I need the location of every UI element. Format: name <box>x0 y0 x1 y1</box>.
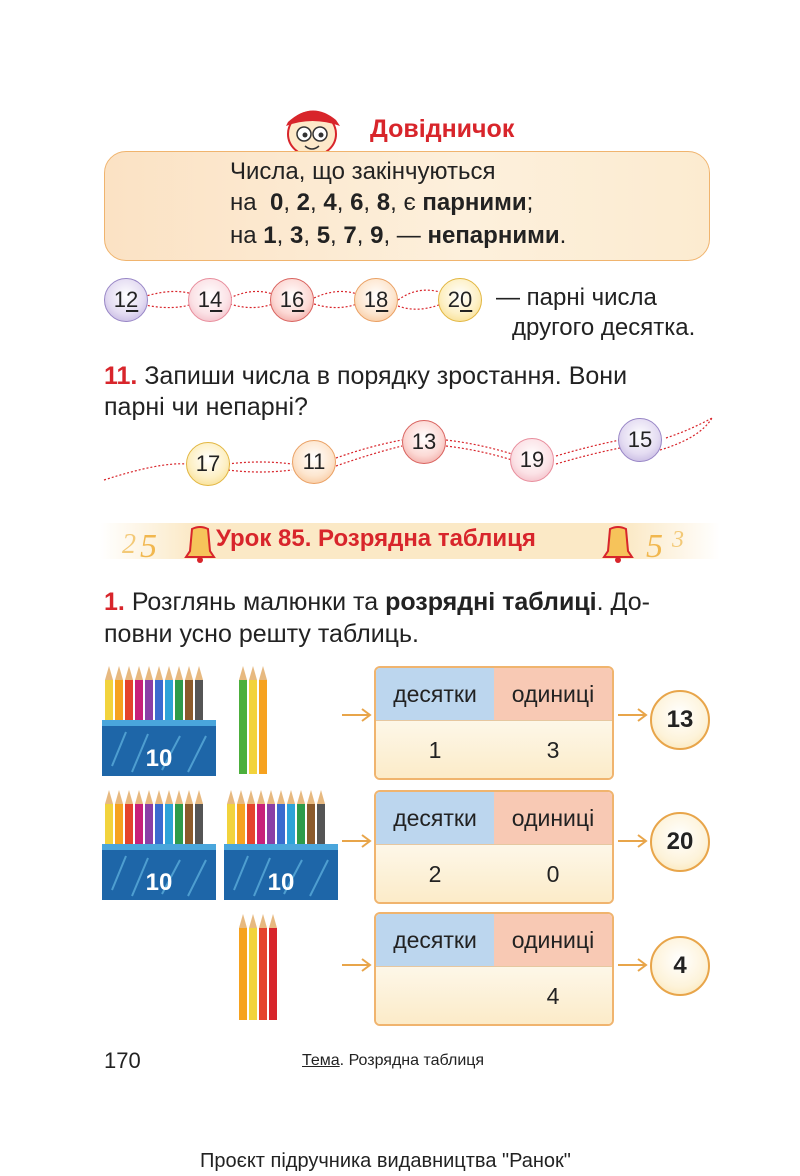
task-text: Розглянь малюнки та <box>131 588 379 616</box>
ones-digit: 4 <box>210 287 223 312</box>
tens-cell <box>376 966 495 1025</box>
task-text: . До- <box>596 588 650 616</box>
rule-end: . <box>559 222 567 249</box>
task11-number-circle: 15 <box>618 418 662 462</box>
even-number-circle <box>188 278 232 322</box>
task-11-text: парні чи непарні? <box>104 393 308 421</box>
task11-number-circle: 19 <box>510 438 554 482</box>
even-caption: другого десятка. <box>512 314 696 341</box>
lesson-title: Урок 85. Розрядна таблиця <box>216 525 536 552</box>
tens-cell: 1 <box>376 720 495 779</box>
ones-cell: 0 <box>494 844 612 903</box>
ones-digit: 0 <box>460 287 473 312</box>
result-circle: 13 <box>650 690 710 750</box>
task-text: Запиши числа в порядку зростання. Вони <box>144 362 628 390</box>
publisher-note: Проєкт підручника видавництва "Ранок" <box>200 1150 571 1172</box>
arrow-right-icon <box>614 950 654 980</box>
tens-digit: 2 <box>447 287 460 312</box>
arrow-right-icon <box>338 826 378 856</box>
task11-number-circle: 13 <box>402 420 446 464</box>
box-label: 10 <box>145 869 173 896</box>
ones-digit: 2 <box>126 287 139 312</box>
even-number-circle <box>270 278 314 322</box>
rule-line-2: на 0, 2, 4, 6, 8, є парними; <box>230 189 534 216</box>
topic-line <box>302 1052 484 1070</box>
rule-digit: 5 <box>316 222 331 249</box>
page-number: 170 <box>104 1048 141 1073</box>
box-label: 10 <box>145 745 173 772</box>
ones-digit: 6 <box>292 287 305 312</box>
ones-cell: 3 <box>494 720 612 779</box>
ones-header: одиниці <box>494 668 612 720</box>
rule-digit: 7 <box>343 222 357 249</box>
svg-text:2: 2 <box>122 529 136 560</box>
single-pencils <box>236 664 272 778</box>
rule-line-1: Числа, що закінчуються <box>230 158 496 185</box>
rule-end: ; <box>526 189 534 216</box>
arrow-right-icon <box>614 826 654 856</box>
rule-digit: 3 <box>289 222 304 249</box>
svg-text:5: 5 <box>646 528 663 565</box>
rule-digit: 8 <box>376 189 391 216</box>
rule-digit: 1 <box>263 222 277 249</box>
tens-header: десятки <box>376 792 495 844</box>
arrow-right-icon <box>614 700 654 730</box>
svg-text:5: 5 <box>140 528 157 565</box>
ones-cell: 4 <box>494 966 612 1025</box>
task-11-text <box>104 362 627 391</box>
rule-digit: 4 <box>323 189 337 216</box>
even-number-circle <box>104 278 148 322</box>
task-1-text <box>104 588 650 617</box>
pencil-box-10 <box>102 788 218 902</box>
rule-digit: 0 <box>269 189 284 216</box>
rule-mid: , є <box>390 189 416 216</box>
tens-header: десятки <box>376 668 495 720</box>
topic-label: Тема <box>302 1052 340 1069</box>
tens-digit: 1 <box>279 287 292 312</box>
box-label: 10 <box>267 869 295 896</box>
ones-header: одиниці <box>494 914 612 966</box>
arrow-right-icon <box>338 950 378 980</box>
topic-text: . Розрядна таблиця <box>339 1052 485 1069</box>
tens-digit: 1 <box>197 287 210 312</box>
place-value-table <box>374 666 614 780</box>
even-number-circle <box>438 278 482 322</box>
place-value-table <box>374 790 614 904</box>
rule-prefix: на <box>230 222 257 249</box>
place-value-table <box>374 912 614 1026</box>
rule-digit: 2 <box>296 189 311 216</box>
arrow-right-icon <box>338 700 378 730</box>
rule-odd-word: непарними <box>427 222 560 249</box>
pencil-box-10 <box>102 664 218 778</box>
single-pencils <box>236 912 282 1022</box>
tens-cell: 2 <box>376 844 495 903</box>
reference-title: Довідничок <box>370 115 515 143</box>
task-number: 11. <box>104 362 138 390</box>
result-circle: 20 <box>650 812 710 872</box>
task-number: 1. <box>104 588 125 616</box>
tens-digit: 1 <box>113 287 126 312</box>
tens-header: десятки <box>376 914 495 966</box>
svg-text:3: 3 <box>672 527 684 553</box>
task-bold-text: розрядні таблиці <box>385 588 597 616</box>
even-caption: — парні числа <box>496 284 657 311</box>
task11-number-circle: 17 <box>186 442 230 486</box>
rule-line-3: на 1, 3, 5, 7, 9, — непарними. <box>230 222 567 249</box>
rule-even-word: парними <box>422 189 527 216</box>
rule-prefix: на <box>230 189 257 216</box>
rule-digit: 6 <box>350 189 364 216</box>
task11-number-circle: 11 <box>292 440 336 484</box>
tens-digit: 1 <box>363 287 376 312</box>
task-1-text: повни усно решту таблиць. <box>104 620 419 648</box>
ones-digit: 8 <box>376 287 389 312</box>
result-circle: 4 <box>650 936 710 996</box>
rule-mid: , — <box>383 222 421 249</box>
rule-digit: 9 <box>370 222 384 249</box>
pencil-box-10 <box>224 788 340 902</box>
ones-header: одиниці <box>494 792 612 844</box>
even-number-circle <box>354 278 398 322</box>
